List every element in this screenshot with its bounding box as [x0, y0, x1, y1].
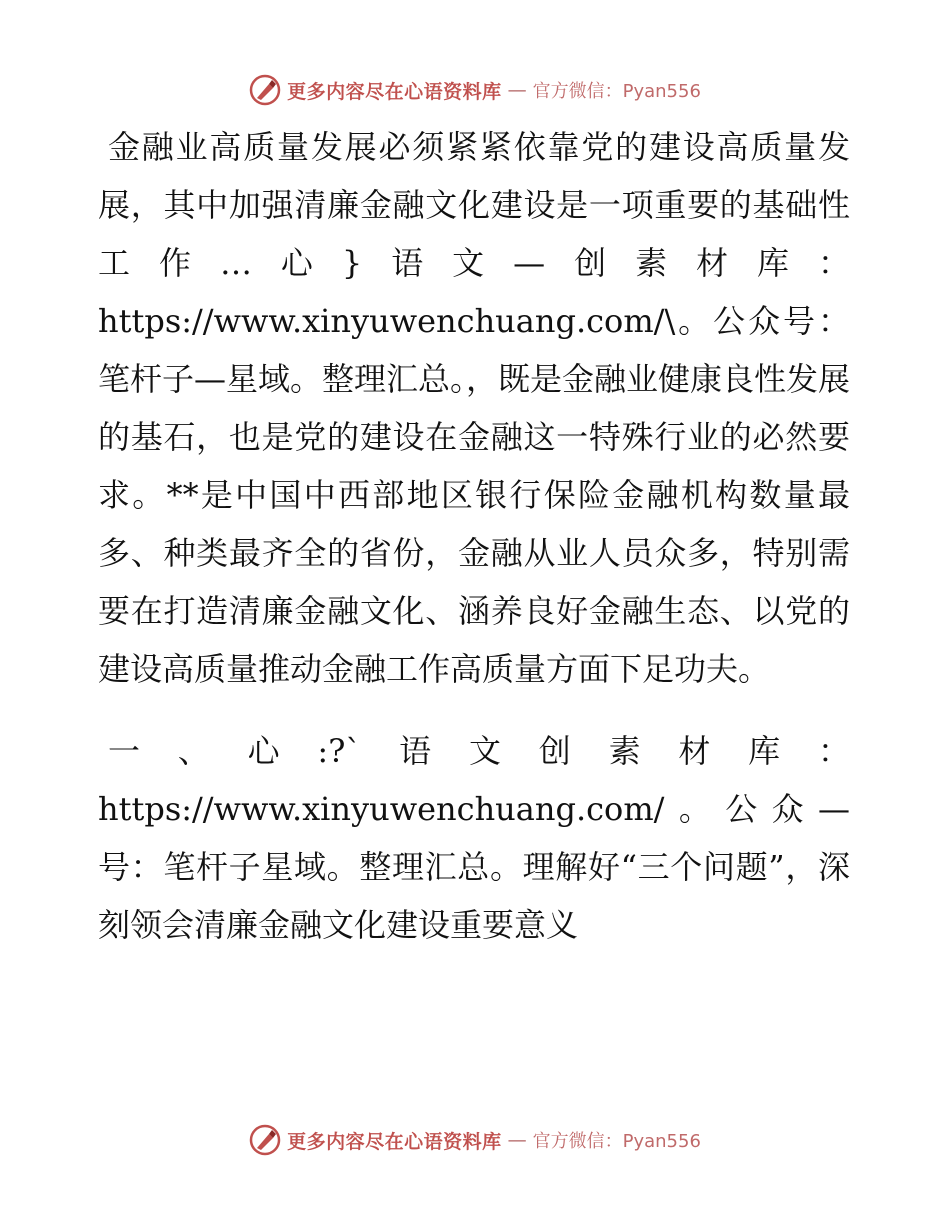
banner-contact-text: 官方微信：Pyan556: [532, 81, 701, 102]
document-body: [98, 118, 850, 954]
banner-main-text: 更多内容尽在心语资料库: [287, 80, 502, 103]
banner-dash: —: [507, 79, 527, 101]
pen-nib-logo-icon: [249, 1124, 281, 1156]
footer-watermark-banner: [0, 1120, 950, 1160]
banner-contact-text: 官方微信：Pyan556: [532, 1131, 701, 1152]
section-heading-1: 一、心:?`语文创素材库：https://www.xinyuwenchuang.com/。公众—号：笔杆子星域。整理汇总。理解好“三个问题”，深刻领会清廉金融文化建设重要意义: [98, 732, 850, 944]
pen-nib-logo-icon: [249, 74, 281, 106]
banner-dash: —: [507, 1129, 527, 1151]
header-watermark-banner: [0, 70, 950, 110]
body-paragraph-1: 金融业高质量发展必须紧紧依靠党的建设高质量发展，其中加强清廉金融文化建设是一项重要的基础性工作…心}语文—创素材库：https://www.xinyuwenchuang.com/\。公众号：笔杆子—星域。整理汇总。，既是金融业健康良性发展的基石，也是党的建设在金融这一特殊行业的必然要求。**是中国中西部地区银行保险金融机构数量最多、种类最齐全的省份，金融从业人员众多，特别需要在打造清廉金融文化、涵养良好金融生态、以党的建设高质量推动金融工作高质量方面下足功夫。: [98, 128, 851, 688]
banner-main-text: 更多内容尽在心语资料库: [287, 1130, 502, 1153]
